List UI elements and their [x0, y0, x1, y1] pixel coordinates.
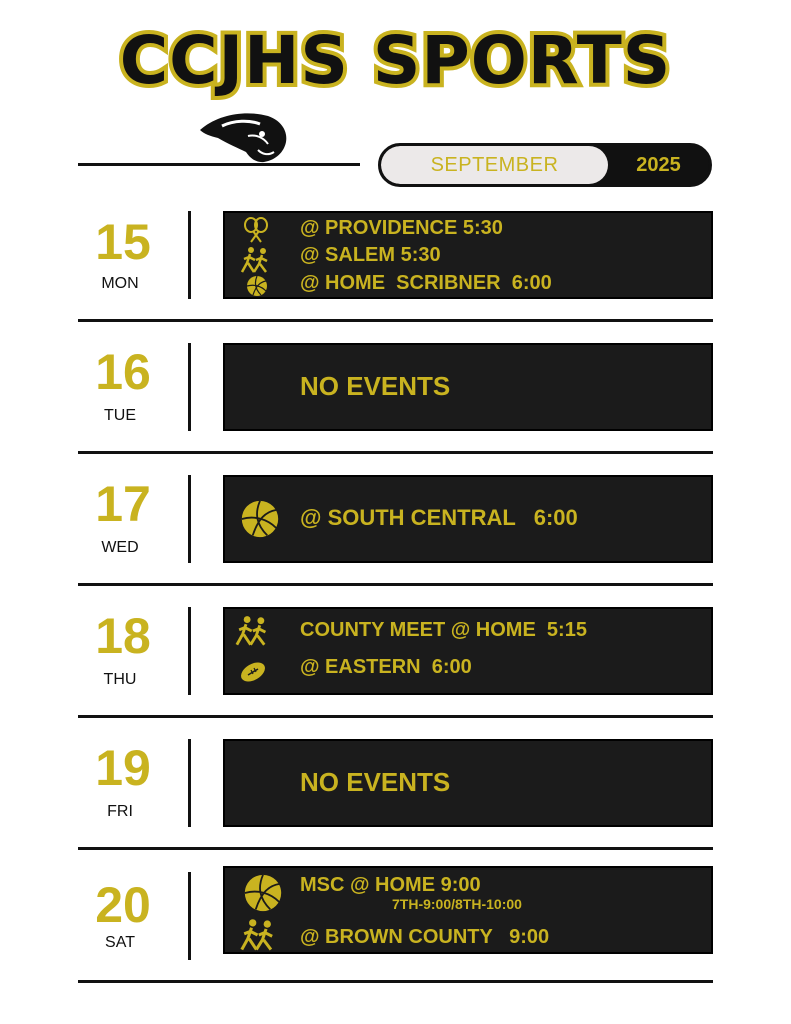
row-separator [78, 583, 713, 586]
header-rule [78, 163, 360, 166]
month-label: SEPTEMBER [381, 146, 608, 184]
tennis-icon [243, 217, 269, 243]
day-row [78, 866, 713, 956]
events-box [223, 739, 713, 827]
row-separator [78, 847, 713, 850]
row-separator [78, 980, 713, 983]
events-box [223, 211, 713, 299]
runner-icon [241, 246, 273, 274]
day-divider [188, 211, 191, 299]
event-text: @ HOME SCRIBNER 6:00 [300, 272, 552, 294]
panther-logo-icon [198, 108, 290, 164]
runner-icon [240, 918, 280, 952]
row-separator [78, 319, 713, 322]
day-name: FRI [107, 803, 133, 820]
month-selector [378, 143, 712, 187]
day-divider [188, 475, 191, 563]
row-separator [78, 715, 713, 718]
day-name: SAT [105, 934, 135, 951]
day-divider [188, 343, 191, 431]
event-text: @ BROWN COUNTY 9:00 [300, 926, 550, 948]
day-number: 17 [95, 476, 151, 532]
volleyball-icon [243, 873, 283, 913]
event-text: NO EVENTS [300, 767, 451, 797]
day-row [78, 211, 713, 301]
event-text: @ SOUTH CENTRAL 6:00 [300, 505, 578, 530]
events-box [223, 475, 713, 563]
events-box [223, 343, 713, 431]
event-text: @ EASTERN 6:00 [300, 656, 472, 678]
event-text: @ SALEM 5:30 [300, 244, 441, 266]
page-title: CCJHS SPORTS [119, 22, 672, 99]
day-row [78, 739, 713, 829]
day-name: WED [101, 539, 139, 556]
day-divider [188, 607, 191, 695]
day-row [78, 475, 713, 565]
volleyball-icon [246, 275, 268, 297]
event-text: COUNTY MEET @ HOME 5:15 [300, 619, 587, 641]
events-box [223, 607, 713, 695]
day-name: THU [103, 671, 137, 688]
day-name: TUE [104, 407, 136, 424]
events-box [223, 866, 713, 954]
day-row [78, 607, 713, 697]
day-number: 19 [95, 740, 151, 796]
event-text: NO EVENTS [300, 371, 451, 401]
day-number: 16 [95, 344, 151, 400]
row-separator [78, 451, 713, 454]
football-icon [238, 659, 268, 685]
day-number: 15 [95, 214, 151, 270]
year-label: 2025 [636, 153, 681, 176]
day-number: 18 [95, 608, 151, 664]
day-divider [188, 739, 191, 827]
day-number: 20 [95, 877, 151, 933]
event-text: @ PROVIDENCE 5:30 [300, 217, 503, 239]
event-subtext: 7TH-9:00/8TH-10:00 [392, 896, 522, 912]
event-text: MSC @ HOME 9:00 [300, 874, 481, 896]
day-row [78, 343, 713, 433]
day-name: MON [101, 275, 139, 292]
runner-icon [235, 615, 273, 647]
volleyball-icon [240, 499, 280, 539]
day-divider [188, 872, 191, 960]
